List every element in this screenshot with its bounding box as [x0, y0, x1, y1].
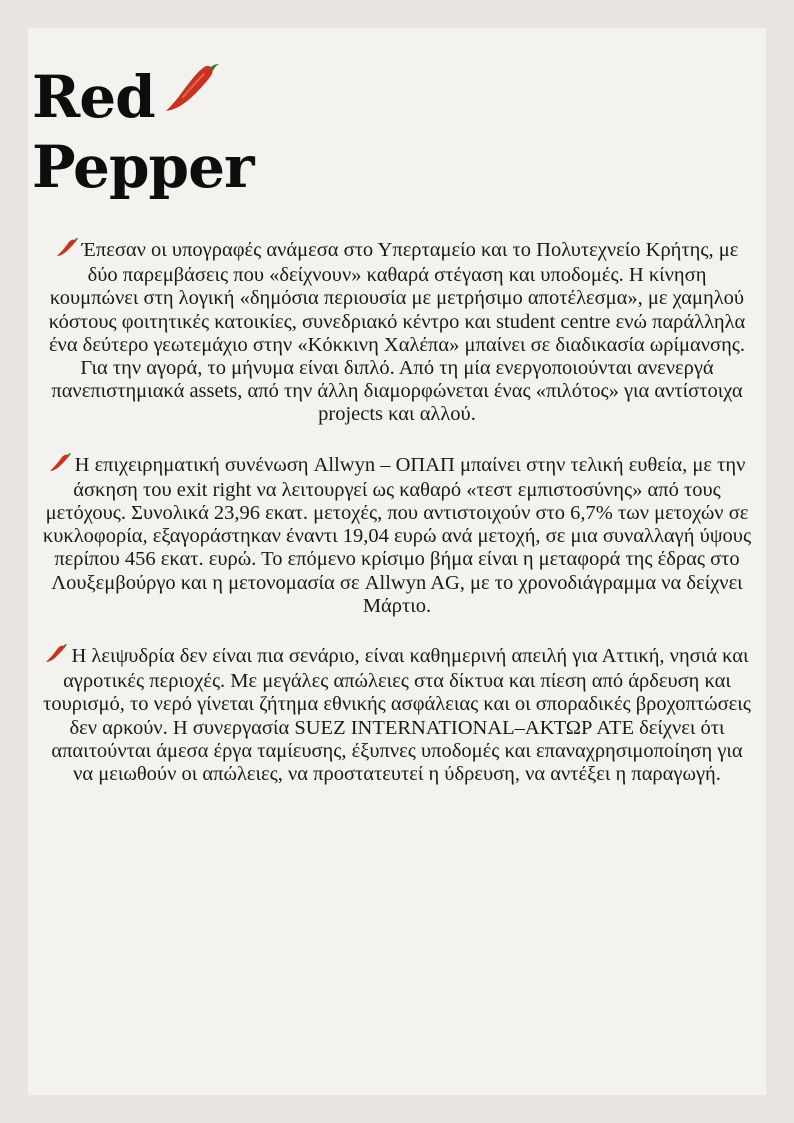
- title-line-1: [32, 62, 254, 132]
- paragraph-1: [42, 238, 752, 427]
- paragraph-3-text: Η λειψυδρία δεν είναι πια σενάριο, είναι καθημερινή απειλή για Αττική, νησιά και αγροτικές περιοχές. Με μεγάλες απώλειες στα δίκτυα και πίεση από άρδευση και τουρισμό, το νερό γίνεται ζήτημα εθνικής ασφάλειας και οι σποραδικές βροχοπτώσεις δεν αρκούν. Η συνεργασία SUEZ INTERNATIONAL–ΑΚΤΩΡ ΑΤΕ δείχνει ότι απαιτούνται άμεσα έργα ταμίευσης, έξυπνες υποδομές και επαναχρησιμοποίηση για να μειωθούν οι απώλειες, να προστατευτεί η ύδρευση, να αντέξει η παραγωγή.: [43, 645, 751, 786]
- chili-pepper-icon: [45, 644, 67, 670]
- article-body: [42, 238, 752, 812]
- document-page: [28, 28, 766, 1095]
- paragraph-1-text: Έπεσαν οι υπογραφές ανάμεσα στο Υπερταμείο και το Πολυτεχνείο Κρήτης, με δύο παρεμβάσεις που «δείχνουν» καθαρά στέγαση και υποδομές. Η κίνηση κουμπώνει στη λογική «δημόσια περιουσία με μετρήσιμο αποτέλεσμα», με χαμηλού κόστους φοιτητικές κατοικίες, συνεδριακό κέντρο και student centre ενώ παράλληλα ένα δεύτερο γεωτεμάχιο στην «Κόκκινη Χαλέπα» μπαίνει σε διαδικασία ωρίμανσης. Για την αγορά, το μήνυμα είναι διπλό. Από τη μία ενεργοποιούνται ανενεργά πανεπιστημιακά assets, από την άλλη διαμορφώνεται ένας «πιλότος» για αντίστοιχα projects και αλλού.: [48, 239, 746, 426]
- chili-pepper-icon: [163, 60, 221, 130]
- paragraph-2: [42, 453, 752, 618]
- title-text-red: Red: [32, 63, 155, 131]
- paragraph-3: [42, 644, 752, 786]
- chili-pepper-icon: [49, 453, 71, 479]
- title-line-2: Pepper: [32, 133, 254, 201]
- paragraph-2-text: Η επιχειρηματική συνένωση Allwyn – ΟΠΑΠ μπαίνει στην τελική ευθεία, με την άσκηση του exit right να λειτουργεί ως καθαρό «τεστ εμπιστοσύνης» από τους μετόχους. Συνολικά 23,96 εκατ. μετοχές, που αντιστοιχούν στο 6,7% των μετοχών σε κυκλοφορία, εξαγοράστηκαν έναντι 19,04 ευρώ ανά μετοχή, σε μια συναλλαγή ύψους περίπου 456 εκατ. ευρώ. Το επόμενο κρίσιμο βήμα είναι η μεταφορά της έδρας στο Λουξεμβούργο και η μετονομασία σε Allwyn AG, με το χρονοδιάγραμμα να δείχνει Μάρτιο.: [42, 453, 752, 617]
- chili-pepper-icon: [56, 238, 78, 264]
- page-title: [32, 62, 254, 202]
